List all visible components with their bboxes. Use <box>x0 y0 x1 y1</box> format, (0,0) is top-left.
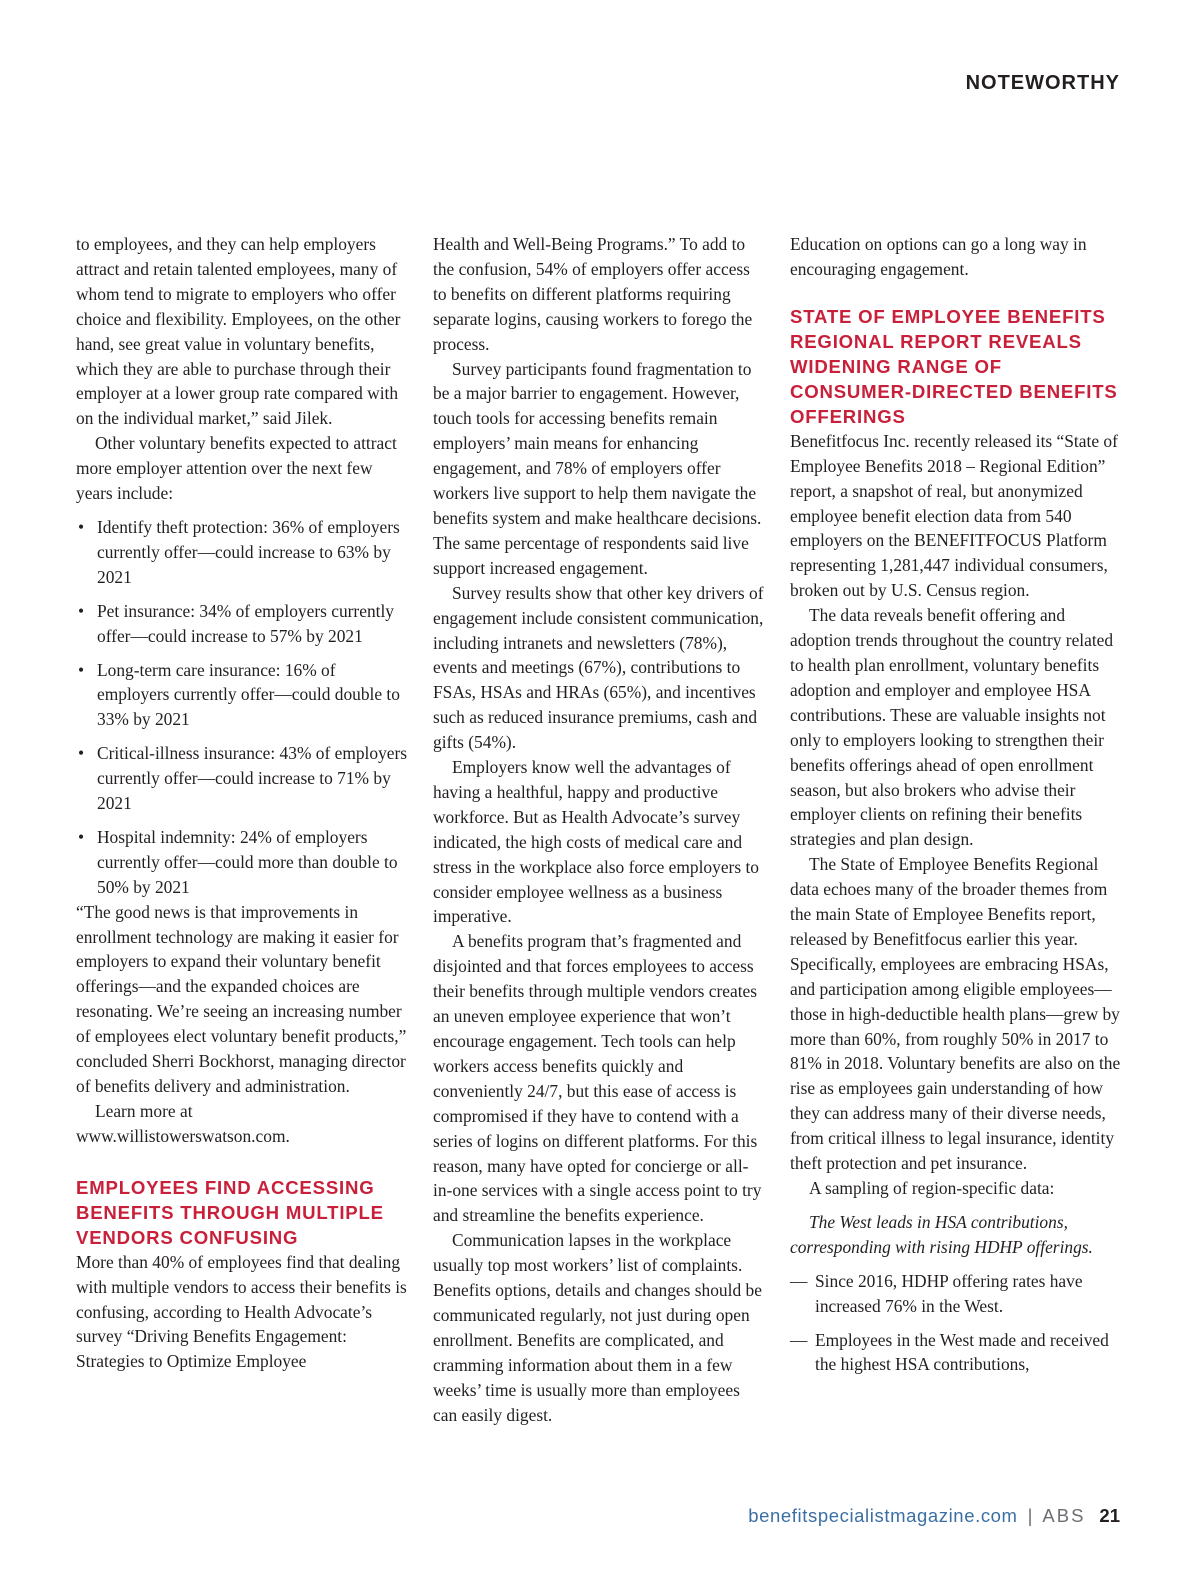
paragraph: Communication lapses in the workplace usually top most workers’ list of complaints. Benefits options, details and changes should be communicated regularly, not just during open enrollment. Benefits are complicated, and cramming information about them in a few weeks’ time is usually more than employees can easily digest. <box>433 1230 762 1425</box>
paragraph: Other voluntary benefits expected to attract more employer attention over the next few years include: <box>76 433 397 504</box>
paragraph: A sampling of region-specific data: <box>809 1178 1055 1198</box>
footer-brand: ABS <box>1042 1505 1086 1526</box>
paragraph: A benefits program that’s fragmented and disjointed and that forces employees to access their benefits through multiple vendors creates an uneven employee experience that won’t encourage engagement. Tech tools can help workers access benefits quickly and conveniently 24/7, but this ease of access is compromised if they have to contend with a series of logins on different platforms. For this reason, many have opted for concierge or all-in-one services with a single access point to try and streamline the benefits experience. <box>433 931 762 1226</box>
page-number: 21 <box>1099 1505 1120 1526</box>
paragraph: Learn more at www.willistowerswatson.com. <box>76 1100 290 1146</box>
article-heading: STATE OF EMPLOYEE BENEFITS REGIONAL REPORT REVEALS WIDENING RANGE OF CONSUMER-DIRECTED BENEFITS OFFERINGS <box>790 305 1118 427</box>
paragraph: The data reveals benefit offering and adoption trends throughout the country related to health plan enrollment, voluntary benefits adoption and employer and employee HSA contributions. These are valuable insights not only to employers looking to strengthen their benefits offerings ahead of open enrollment season, but also brokers who advise their employer clients on refining their benefits strategies and plan design. <box>790 605 1114 850</box>
list-item: • Critical-illness insurance: 43% of employers currently offer—could increase to 71% by 2021 <box>76 741 408 816</box>
footer-website: benefitspecialistmagazine.com <box>748 1505 1018 1526</box>
paragraph: Education on options can go a long way in encouraging engagement. <box>790 234 1087 279</box>
paragraph: Survey participants found fragmentation to be a major barrier to engagement. However, touch tools for accessing benefits remain employers’ main means for enhancing engagement, and 78% of employers offer workers live support to help them navigate the benefits system and make healthcare decisions. The same percentage of respondents said live support increased engagement. <box>433 358 762 578</box>
article-heading: EMPLOYEES FIND ACCESSING BENEFITS THROUGH MULTIPLE VENDORS CONFUSING <box>76 1176 384 1248</box>
footer-separator: | <box>1027 1505 1033 1526</box>
list-item: — Since 2016, HDHP offering rates have increased 76% in the West. <box>790 1269 1122 1319</box>
page-footer <box>748 1503 1120 1529</box>
list-item: • Identify theft protection: 36% of employers currently offer—could increase to 63% by 2021 <box>76 515 408 590</box>
article-column-2 <box>433 232 765 1428</box>
italic-lead: The West leads in HSA contributions, corresponding with rising HDHP offerings. <box>790 1211 1093 1257</box>
voluntary-benefits-list <box>76 515 408 900</box>
paragraph: to employees, and they can help employers attract and retain talented employees, many of whom tend to migrate to employers who offer choice and flexibility. Employees, on the other hand, see great value in voluntary benefits, which they are able to purchase through their employer at a lower group rate compared with on the individual market,” said Jilek. <box>76 234 401 429</box>
paragraph: The State of Employee Benefits Regional data echoes many of the broader themes from the main State of Employee Benefits report, released by Benefitfocus earlier this year. Specifically, employees are embracing HSAs, and participation among eligible employees—those in high-deductible health plans—grew by more than 60%, from roughly 50% in 2017 to 81% in 2018. Voluntary benefits are also on the rise as employees gain understanding of how they can address many of their diverse needs, from critical illness to legal insurance, identity theft protection and pet insurance. <box>790 854 1121 1174</box>
paragraph: Benefitfocus Inc. recently released its “State of Employee Benefits 2018 – Regional Edition” report, a snapshot of real, but anonymized employee benefit election data from 540 employers on the BENEFITFOCUS Platform representing 1,281,447 individual consumers, broken out by U.S. Census region. <box>790 430 1118 601</box>
list-item: • Hospital indemnity: 24% of employers currently offer—could more than double to 50% by 2021 <box>76 825 408 900</box>
list-item: • Long-term care insurance: 16% of employers currently offer—could double to 33% by 2021 <box>76 658 408 733</box>
list-item: — Employees in the West made and received the highest HSA contributions, <box>790 1328 1122 1378</box>
list-item: • Pet insurance: 34% of employers currently offer—could increase to 57% by 2021 <box>76 599 408 649</box>
article-column-1 <box>76 232 408 1374</box>
paragraph: Employers know well the advantages of having a healthful, happy and productive workforce. But as Health Advocate’s survey indicated, the high costs of medical care and stress in the workplace also force employers to consider employee wellness as a business imperative. <box>433 757 759 927</box>
paragraph: “The good news is that improvements in enrollment technology are making it easier for employers to expand their voluntary benefit offerings—and the expanded choices are resonating. We’re seeing an increasing number of employees elect voluntary benefit products,” concluded Sherri Bockhorst, managing director of benefits delivery and administration. <box>76 901 407 1096</box>
article-column-3 <box>790 232 1122 1386</box>
paragraph: Health and Well-Being Programs.” To add to the confusion, 54% of employers offer access to benefits on different platforms requiring separate logins, causing workers to forego the process. <box>433 234 753 354</box>
paragraph: Survey results show that other key drivers of engagement include consistent communication, including intranets and newsletters (78%), events and meetings (67%), contributions to FSAs, HSAs and HRAs (65%), and incentives such as reduced insurance premiums, cash and gifts (54%). <box>433 582 764 753</box>
paragraph: More than 40% of employees find that dealing with multiple vendors to access their benefits is confusing, according to Health Advocate’s survey “Driving Benefits Engagement: Strategies to Optimize Employee <box>76 1251 407 1372</box>
section-label: NOTEWORTHY <box>965 72 1120 94</box>
regional-data-list <box>790 1269 1122 1378</box>
